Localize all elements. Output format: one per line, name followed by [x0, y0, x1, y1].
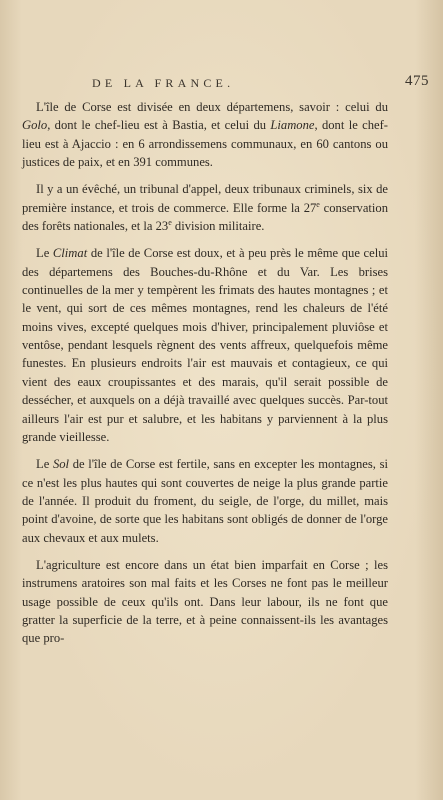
- running-title: DE LA FRANCE.: [92, 76, 235, 90]
- paragraph-departements: [22, 98, 388, 171]
- paragraph-climat: [22, 244, 388, 446]
- text-run: Le: [36, 246, 53, 261]
- text-run: L'agriculture est encore dans un état bien imparfait en Corse ; les instrumens aratoires son mal faits et les Corses ne font pas le meilleur usage possible de ceux qu'ils ont. Dans leur labour, ils ne font que gratter la superficie de la terre, et à peine connaissent-ils les avantages que pro-: [22, 557, 388, 646]
- text-run: , dont le chef-lieu est à Bastia, et celui du: [47, 118, 271, 133]
- text-run: L'île de Corse est divisée en deux départemens, savoir : celui du: [36, 100, 388, 114]
- paragraph-institutions: [22, 180, 388, 235]
- running-header: [92, 73, 429, 94]
- text-run: Le: [36, 457, 53, 472]
- text-run: de l'île de Corse est doux, et à peu près le même que celui des départemens des Bouches-du-Rhône et du Var. Les brises continuelles de la mer y tempèrent les frimats des hautes montagnes ; et le vent, qui sort de ces mêmes montagnes, rend les chaleurs de l'été moins vives, excepté quelques mois d'hiver, principalement pluviôse et ventôse, pendant lesquels règnent des vents affreux, quelquefois même funestes. En plusieurs endroits l'air est mauvais et contagieux, ce qui vient des eaux croupissantes et des marais, qu'il serait possible de dessécher, et auxquels on a déjà travaillé avec quelques succès. Par-tout ailleurs l'air est pur et salubre, et les habitans y parviennent à la plus grande vieillesse.: [22, 246, 388, 444]
- body-text: [22, 98, 388, 657]
- text-run: conservation des forêts nationales, et la 23: [22, 200, 388, 234]
- paragraph-agriculture: [22, 556, 388, 648]
- page-number: 475: [405, 73, 429, 89]
- italic-sol: Sol: [52, 457, 70, 472]
- italic-liamone: Liamone: [270, 118, 315, 133]
- text-run: division militaire.: [171, 219, 265, 234]
- text-run: Il y a un évêché, un tribunal d'appel, deux tribunaux criminels, six de première instance, et trois de commerce. Elle forme la 27: [22, 182, 388, 215]
- paragraph-sol: [22, 455, 388, 547]
- superscript-e: e: [316, 199, 320, 209]
- text-run: , dont le chef-lieu est à Ajaccio : en 6 arrondissemens communaux, en 60 cantons ou justices de paix, et en 391 communes.: [22, 118, 388, 170]
- superscript-e: e: [168, 217, 172, 227]
- italic-golo: Golo: [22, 118, 48, 133]
- text-run: de l'île de Corse est fertile, sans en excepter les montagnes, si ce n'est les plus hautes qui sont couvertes de neige la plus grande partie de l'année. Il produit du froment, du seigle, de l'orge, du millet, mais point d'avoine, de sorte que les habitans sont obligés de donner de l'orge aux chevaux et aux mulets.: [22, 457, 388, 545]
- italic-climat: Climat: [52, 246, 88, 261]
